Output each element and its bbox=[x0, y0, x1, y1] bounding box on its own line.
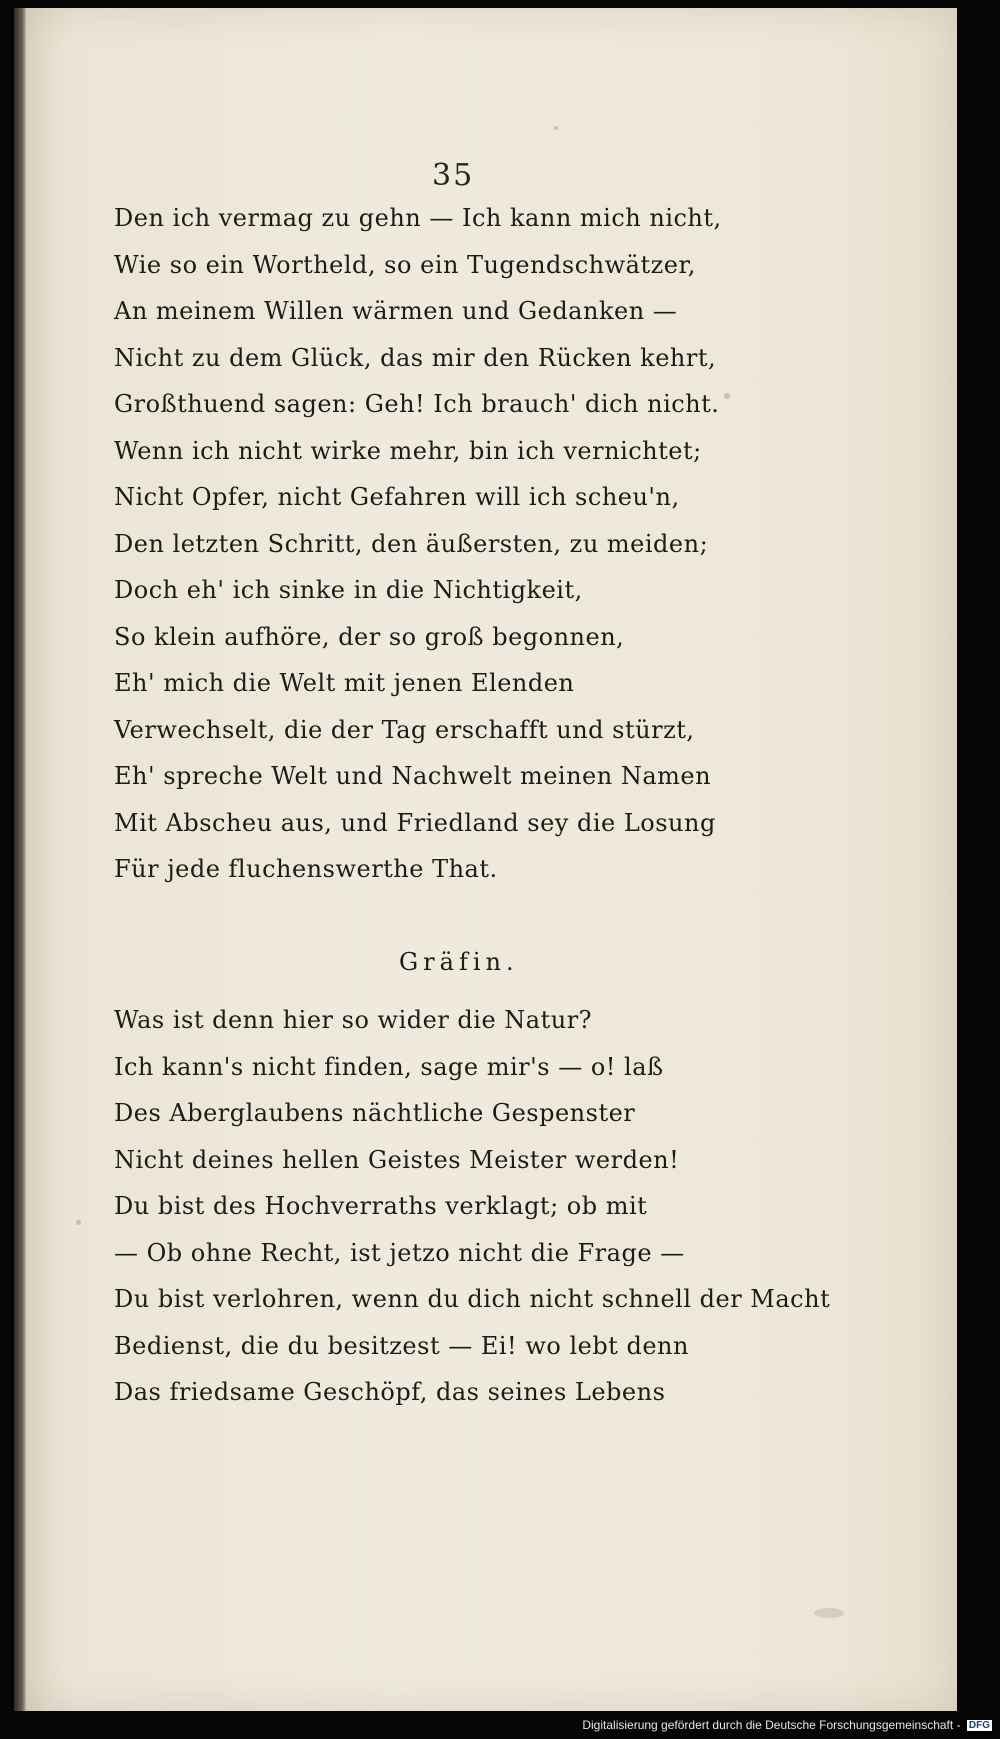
verse-line: Du bist verlohren, wenn du dich nicht schnell der Macht bbox=[114, 1285, 831, 1313]
verse-line: Verwechselt, die der Tag erschafft und stürzt, bbox=[114, 715, 695, 744]
verse-line: An meinem Willen wärmen und Gedanken — bbox=[114, 297, 678, 325]
digitization-credit bbox=[582, 1718, 992, 1732]
verse-line: Großthuend sagen: Geh! Ich brauch' dich nicht. bbox=[114, 390, 720, 418]
verse-line: Nicht zu dem Glück, das mir den Rücken kehrt, bbox=[114, 343, 717, 372]
book-binding-edge bbox=[14, 8, 26, 1711]
paper-spot bbox=[76, 1220, 81, 1225]
verse-line: Eh' mich die Welt mit jenen Elenden bbox=[114, 669, 575, 697]
paper-spot bbox=[724, 393, 730, 399]
verse-line: Bedienst, die du besitzest — Ei! wo lebt denn bbox=[114, 1331, 689, 1360]
verse-line: Ich kann's nicht finden, sage mir's — o! laß bbox=[114, 1052, 664, 1081]
verse-line: Was ist denn hier so wider die Natur? bbox=[114, 1006, 593, 1034]
paper-spot bbox=[554, 126, 558, 130]
verse-line: Wenn ich nicht wirke mehr, bin ich vernichtet; bbox=[114, 436, 702, 465]
verse-line: Wie so ein Wortheld, so ein Tugendschwätzer, bbox=[114, 250, 696, 279]
verse-line: Des Aberglaubens nächtliche Gespenster bbox=[114, 1099, 636, 1127]
speaker-name: Gräfin. bbox=[399, 948, 519, 976]
verse-line: Den letzten Schritt, den äußersten, zu meiden; bbox=[114, 529, 709, 558]
credit-text: Digitalisierung gefördert durch die Deutsche Forschungsgemeinschaft - bbox=[582, 1718, 961, 1732]
verse-line: Mit Abscheu aus, und Friedland sey die Losung bbox=[114, 808, 716, 837]
verse-line: Doch eh' ich sinke in die Nichtigkeit, bbox=[114, 576, 583, 604]
paper-spot bbox=[814, 1608, 844, 1618]
verse-line: — Ob ohne Recht, ist jetzo nicht die Frage — bbox=[114, 1238, 685, 1267]
verse-line: Für jede fluchenswerthe That. bbox=[114, 855, 498, 883]
dfg-logo: DFG bbox=[968, 1720, 990, 1732]
verse-line: Das friedsame Geschöpf, das seines Lebens bbox=[114, 1378, 666, 1406]
verse-line: Nicht deines hellen Geistes Meister werden! bbox=[114, 1145, 680, 1174]
page-number: 35 bbox=[432, 158, 475, 193]
verse-line: So klein aufhöre, der so groß begonnen, bbox=[114, 622, 625, 651]
verse-line: Den ich vermag zu gehn — Ich kann mich nicht, bbox=[114, 204, 722, 232]
book-page bbox=[14, 8, 957, 1711]
verse-line: Nicht Opfer, nicht Gefahren will ich scheu'n, bbox=[114, 483, 680, 511]
verse-line: Eh' spreche Welt und Nachwelt meinen Namen bbox=[114, 762, 712, 790]
verse-line: Du bist des Hochverraths verklagt; ob mit bbox=[114, 1192, 648, 1220]
